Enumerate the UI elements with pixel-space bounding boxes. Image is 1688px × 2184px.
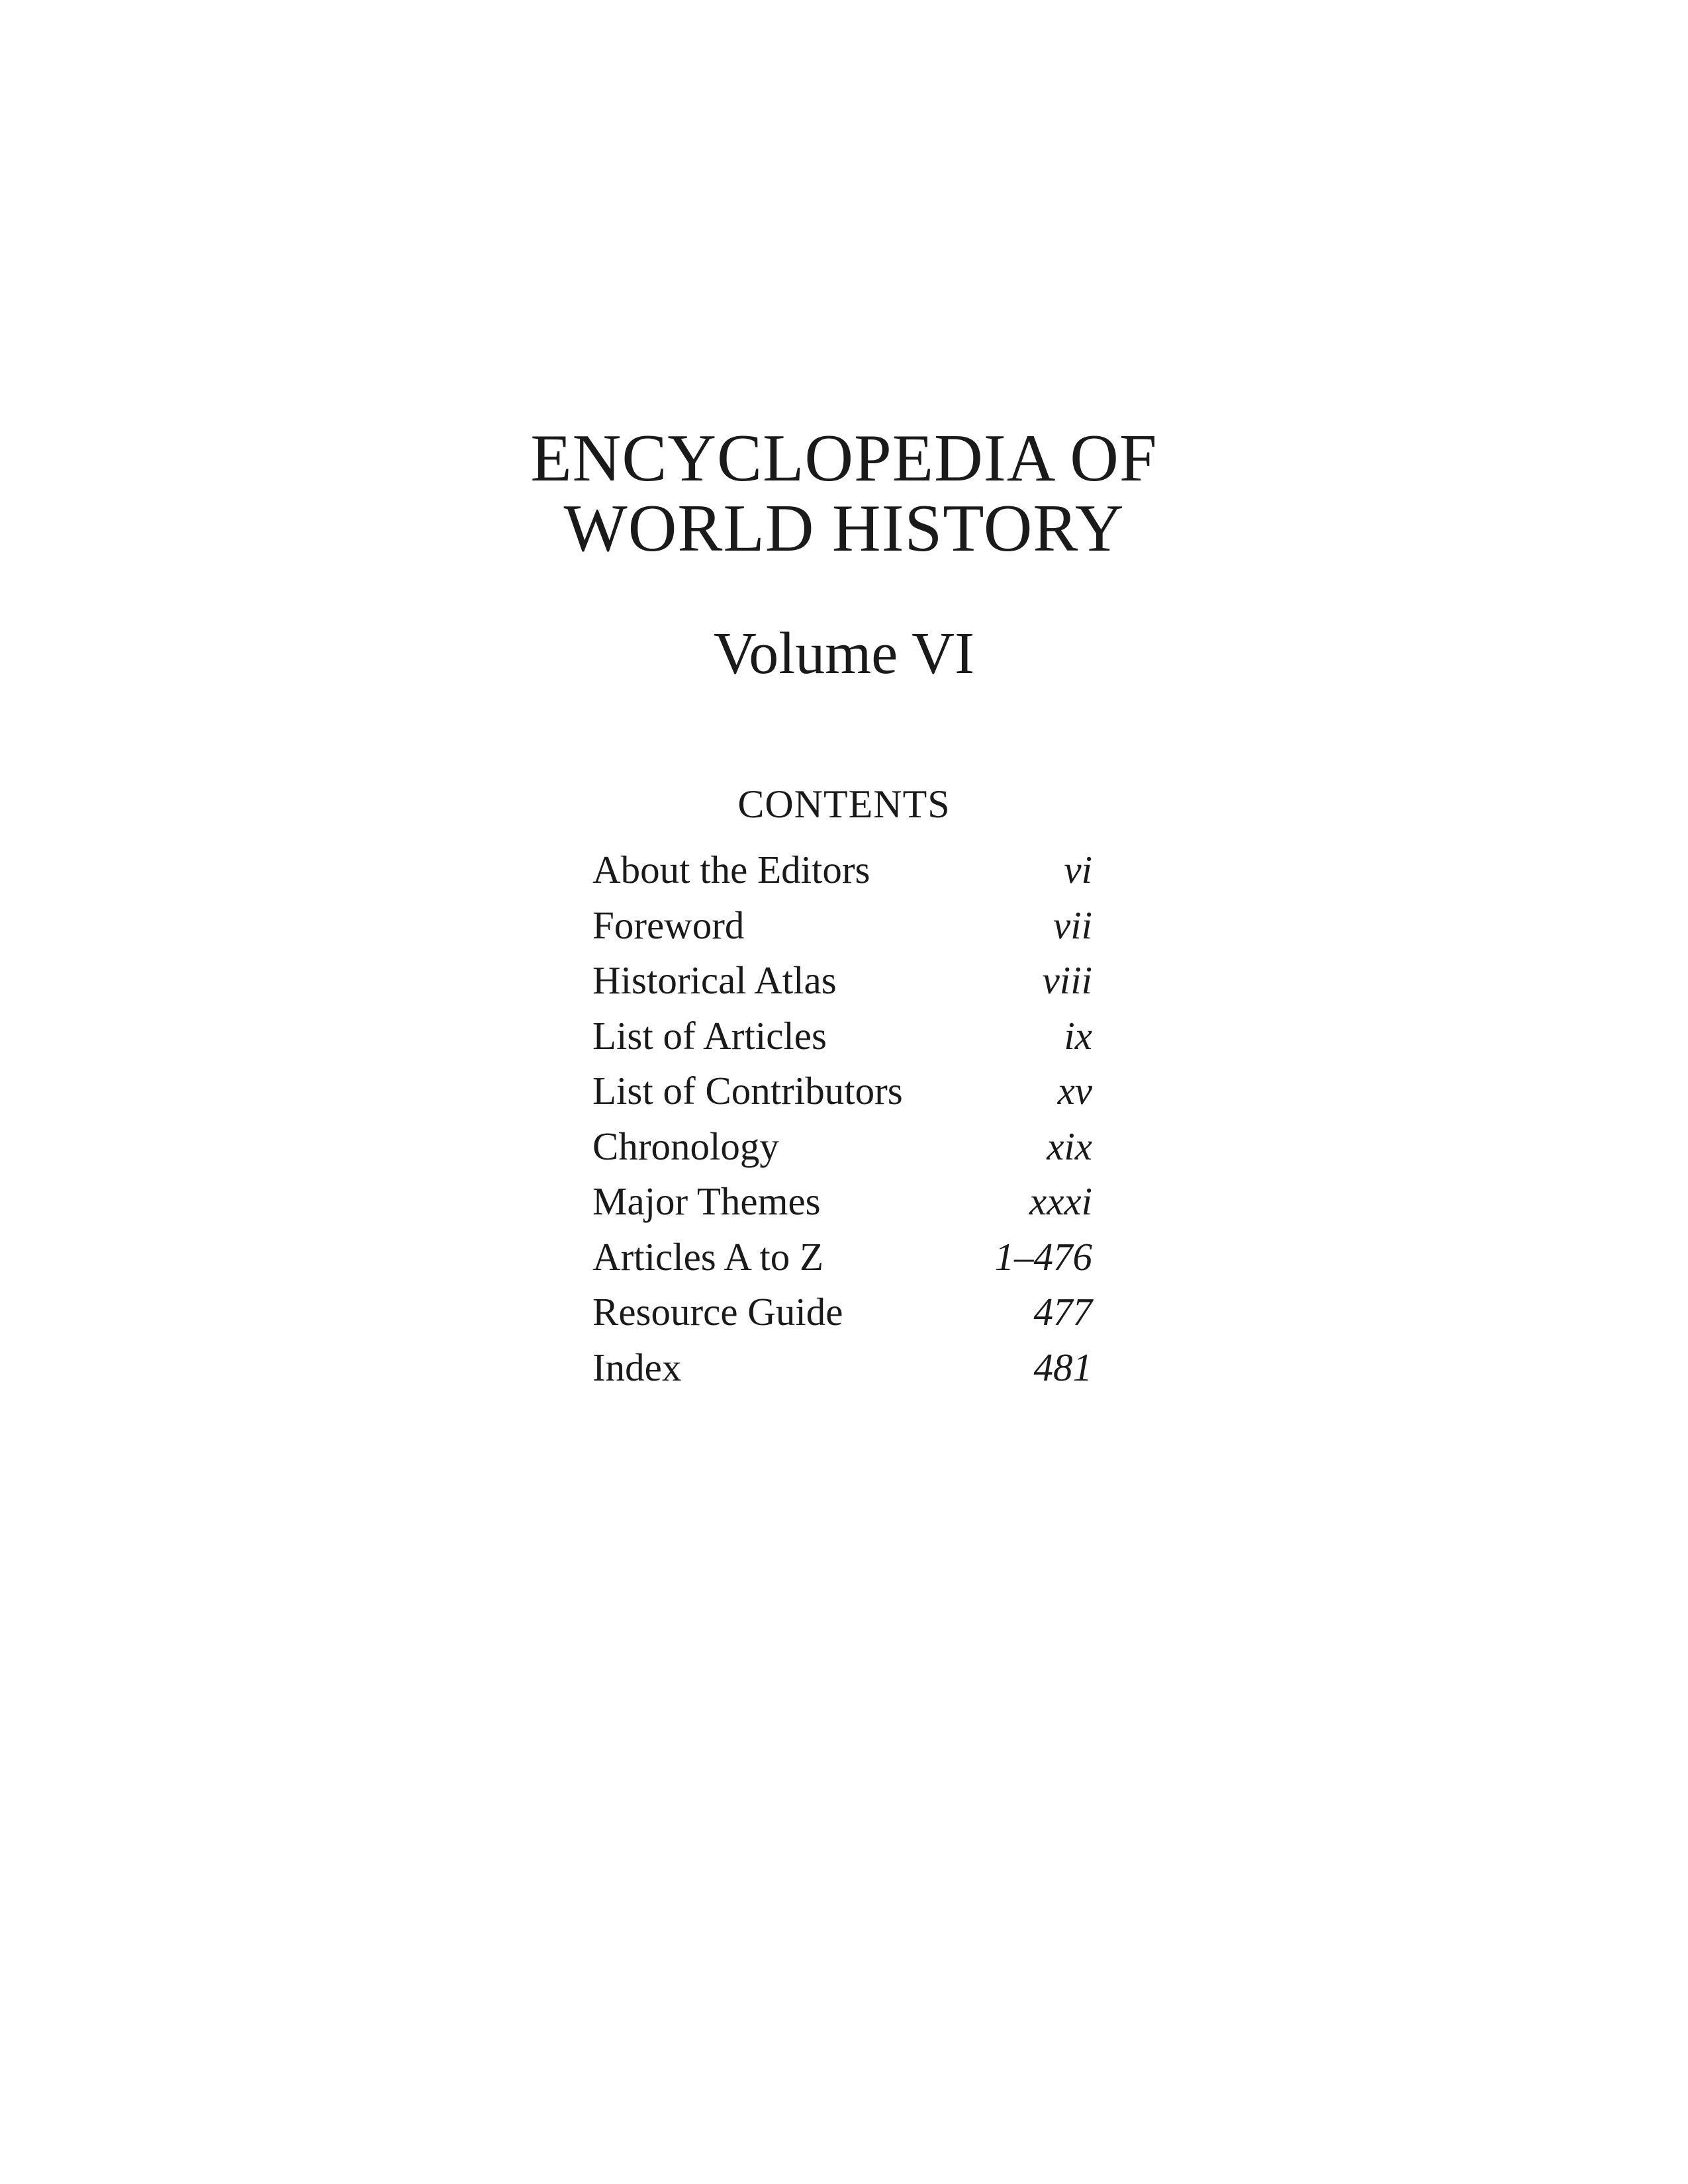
volume-label: Volume VI [713, 621, 975, 686]
toc-entry-page: 481 [1033, 1345, 1092, 1389]
toc-entry-about-the-editors[interactable] [592, 846, 1092, 901]
toc-entry-index[interactable] [592, 1343, 1092, 1399]
toc-entry-label: Foreword [592, 903, 745, 947]
toc-entry-foreword[interactable] [592, 901, 1092, 957]
toc-entry-label: Chronology [592, 1124, 779, 1168]
toc-entry-list-of-articles[interactable] [592, 1012, 1092, 1068]
toc-entry-page: vi [1064, 848, 1092, 891]
toc-entry-label: List of Contributors [592, 1069, 903, 1113]
toc-entry-label: Resource Guide [592, 1290, 843, 1334]
toc-entry-page: 477 [1033, 1290, 1092, 1334]
table-of-contents [592, 846, 1092, 1398]
toc-entry-page: xix [1047, 1124, 1092, 1168]
book-title [0, 421, 1688, 566]
toc-entry-label: Articles A to Z [592, 1234, 824, 1279]
toc-entry-page: 1–476 [994, 1234, 1092, 1279]
toc-entry-label: Index [592, 1345, 682, 1389]
toc-entry-label: Major Themes [592, 1179, 821, 1223]
toc-entry-label: List of Articles [592, 1013, 827, 1058]
book-title-line-1: ENCYCLOPEDIA OF [530, 421, 1158, 496]
toc-entry-major-themes[interactable] [592, 1177, 1092, 1233]
toc-entry-list-of-contributors[interactable] [592, 1067, 1092, 1122]
toc-entry-label: About the Editors [592, 848, 870, 891]
toc-entry-page: xv [1057, 1069, 1092, 1113]
toc-entry-label: Historical Atlas [592, 958, 837, 1002]
toc-entry-page: xxxi [1029, 1179, 1092, 1223]
toc-entry-chronology[interactable] [592, 1122, 1092, 1178]
toc-entry-historical-atlas[interactable] [592, 956, 1092, 1012]
toc-entry-page: viii [1042, 958, 1092, 1002]
toc-entry-articles-a-to-z[interactable] [592, 1233, 1092, 1289]
toc-entry-resource-guide[interactable] [592, 1288, 1092, 1343]
toc-entry-page: ix [1064, 1013, 1092, 1058]
book-title-line-2: WORLD HISTORY [563, 491, 1125, 566]
toc-entry-page: vii [1053, 903, 1092, 947]
contents-heading: CONTENTS [737, 782, 951, 826]
